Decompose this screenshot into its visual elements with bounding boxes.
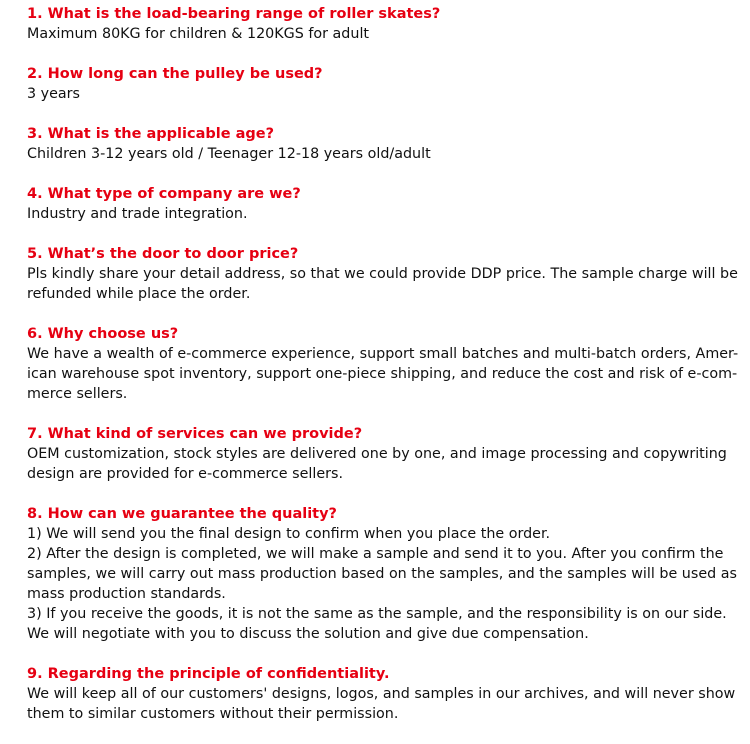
faq-answer-line: merce sellers.	[27, 386, 128, 402]
faq-answer-line: Children 3-12 years old / Teenager 12-18 years old/adult	[27, 146, 431, 162]
faq-question: 5. What’s the door to door price?	[27, 246, 299, 262]
faq-answer-line: Maximum 80KG for children & 120KGS for adult	[27, 26, 370, 42]
faq-answer	[27, 344, 739, 404]
faq-question: 7. What kind of services can we provide?	[27, 426, 363, 442]
faq-item-6	[27, 324, 739, 404]
faq-answer-line: We will negotiate with you to discuss the solution and give due compensation.	[27, 626, 589, 642]
faq-answer	[27, 204, 733, 224]
faq-question: 1. What is the load-bearing range of roller skates?	[27, 6, 441, 22]
faq-item-4	[27, 184, 733, 224]
faq-question: 4. What type of company are we?	[27, 186, 301, 202]
faq-answer	[27, 524, 737, 644]
faq-answer-line: Industry and trade integration.	[27, 206, 248, 222]
faq-answer-line: 2) After the design is completed, we will make a sample and send it to you. After you confirm the	[27, 546, 724, 562]
faq-answer-line: We will keep all of our customers' designs, logos, and samples in our archives, and will never show	[27, 686, 736, 702]
faq-answer-line: samples, we will carry out mass production based on the samples, and the samples will be used as	[27, 566, 737, 582]
faq-answer-line: OEM customization, stock styles are delivered one by one, and image processing and copywriting	[27, 446, 727, 462]
faq-answer	[27, 444, 733, 484]
faq-item-3	[27, 124, 733, 164]
faq-answer	[27, 684, 736, 724]
faq-answer	[27, 84, 733, 104]
faq-item-2	[27, 64, 733, 104]
faq-item-7	[27, 424, 733, 484]
faq-list	[27, 4, 739, 744]
faq-question: 9. Regarding the principle of confidentiality.	[27, 666, 390, 682]
faq-item-1	[27, 4, 733, 44]
faq-answer-line: design are provided for e-commerce sellers.	[27, 466, 343, 482]
faq-answer	[27, 24, 733, 44]
faq-question: 3. What is the applicable age?	[27, 126, 275, 142]
faq-answer-line: them to similar customers without their permission.	[27, 706, 399, 722]
faq-item-9	[27, 664, 736, 724]
faq-question: 6. Why choose us?	[27, 326, 179, 342]
faq-answer	[27, 144, 733, 164]
faq-answer-line: 3) If you receive the goods, it is not the same as the sample, and the responsibility is on our side.	[27, 606, 727, 622]
faq-answer-line: We have a wealth of e-commerce experience, support small batches and multi-batch orders, Amer-	[27, 346, 739, 362]
faq-answer-line: Pls kindly share your detail address, so that we could provide DDP price. The sample charge will be	[27, 266, 738, 282]
faq-answer	[27, 264, 738, 304]
faq-answer-line: 1) We will send you the final design to confirm when you place the order.	[27, 526, 551, 542]
faq-answer-line: 3 years	[27, 86, 80, 102]
faq-answer-line: mass production standards.	[27, 586, 226, 602]
faq-answer-line: refunded while place the order.	[27, 286, 251, 302]
faq-item-5	[27, 244, 738, 304]
faq-item-8	[27, 504, 737, 644]
faq-question: 2. How long can the pulley be used?	[27, 66, 323, 82]
faq-answer-line: ican warehouse spot inventory, support one-piece shipping, and reduce the cost and risk of e-com-	[27, 366, 738, 382]
faq-question: 8. How can we guarantee the quality?	[27, 506, 337, 522]
